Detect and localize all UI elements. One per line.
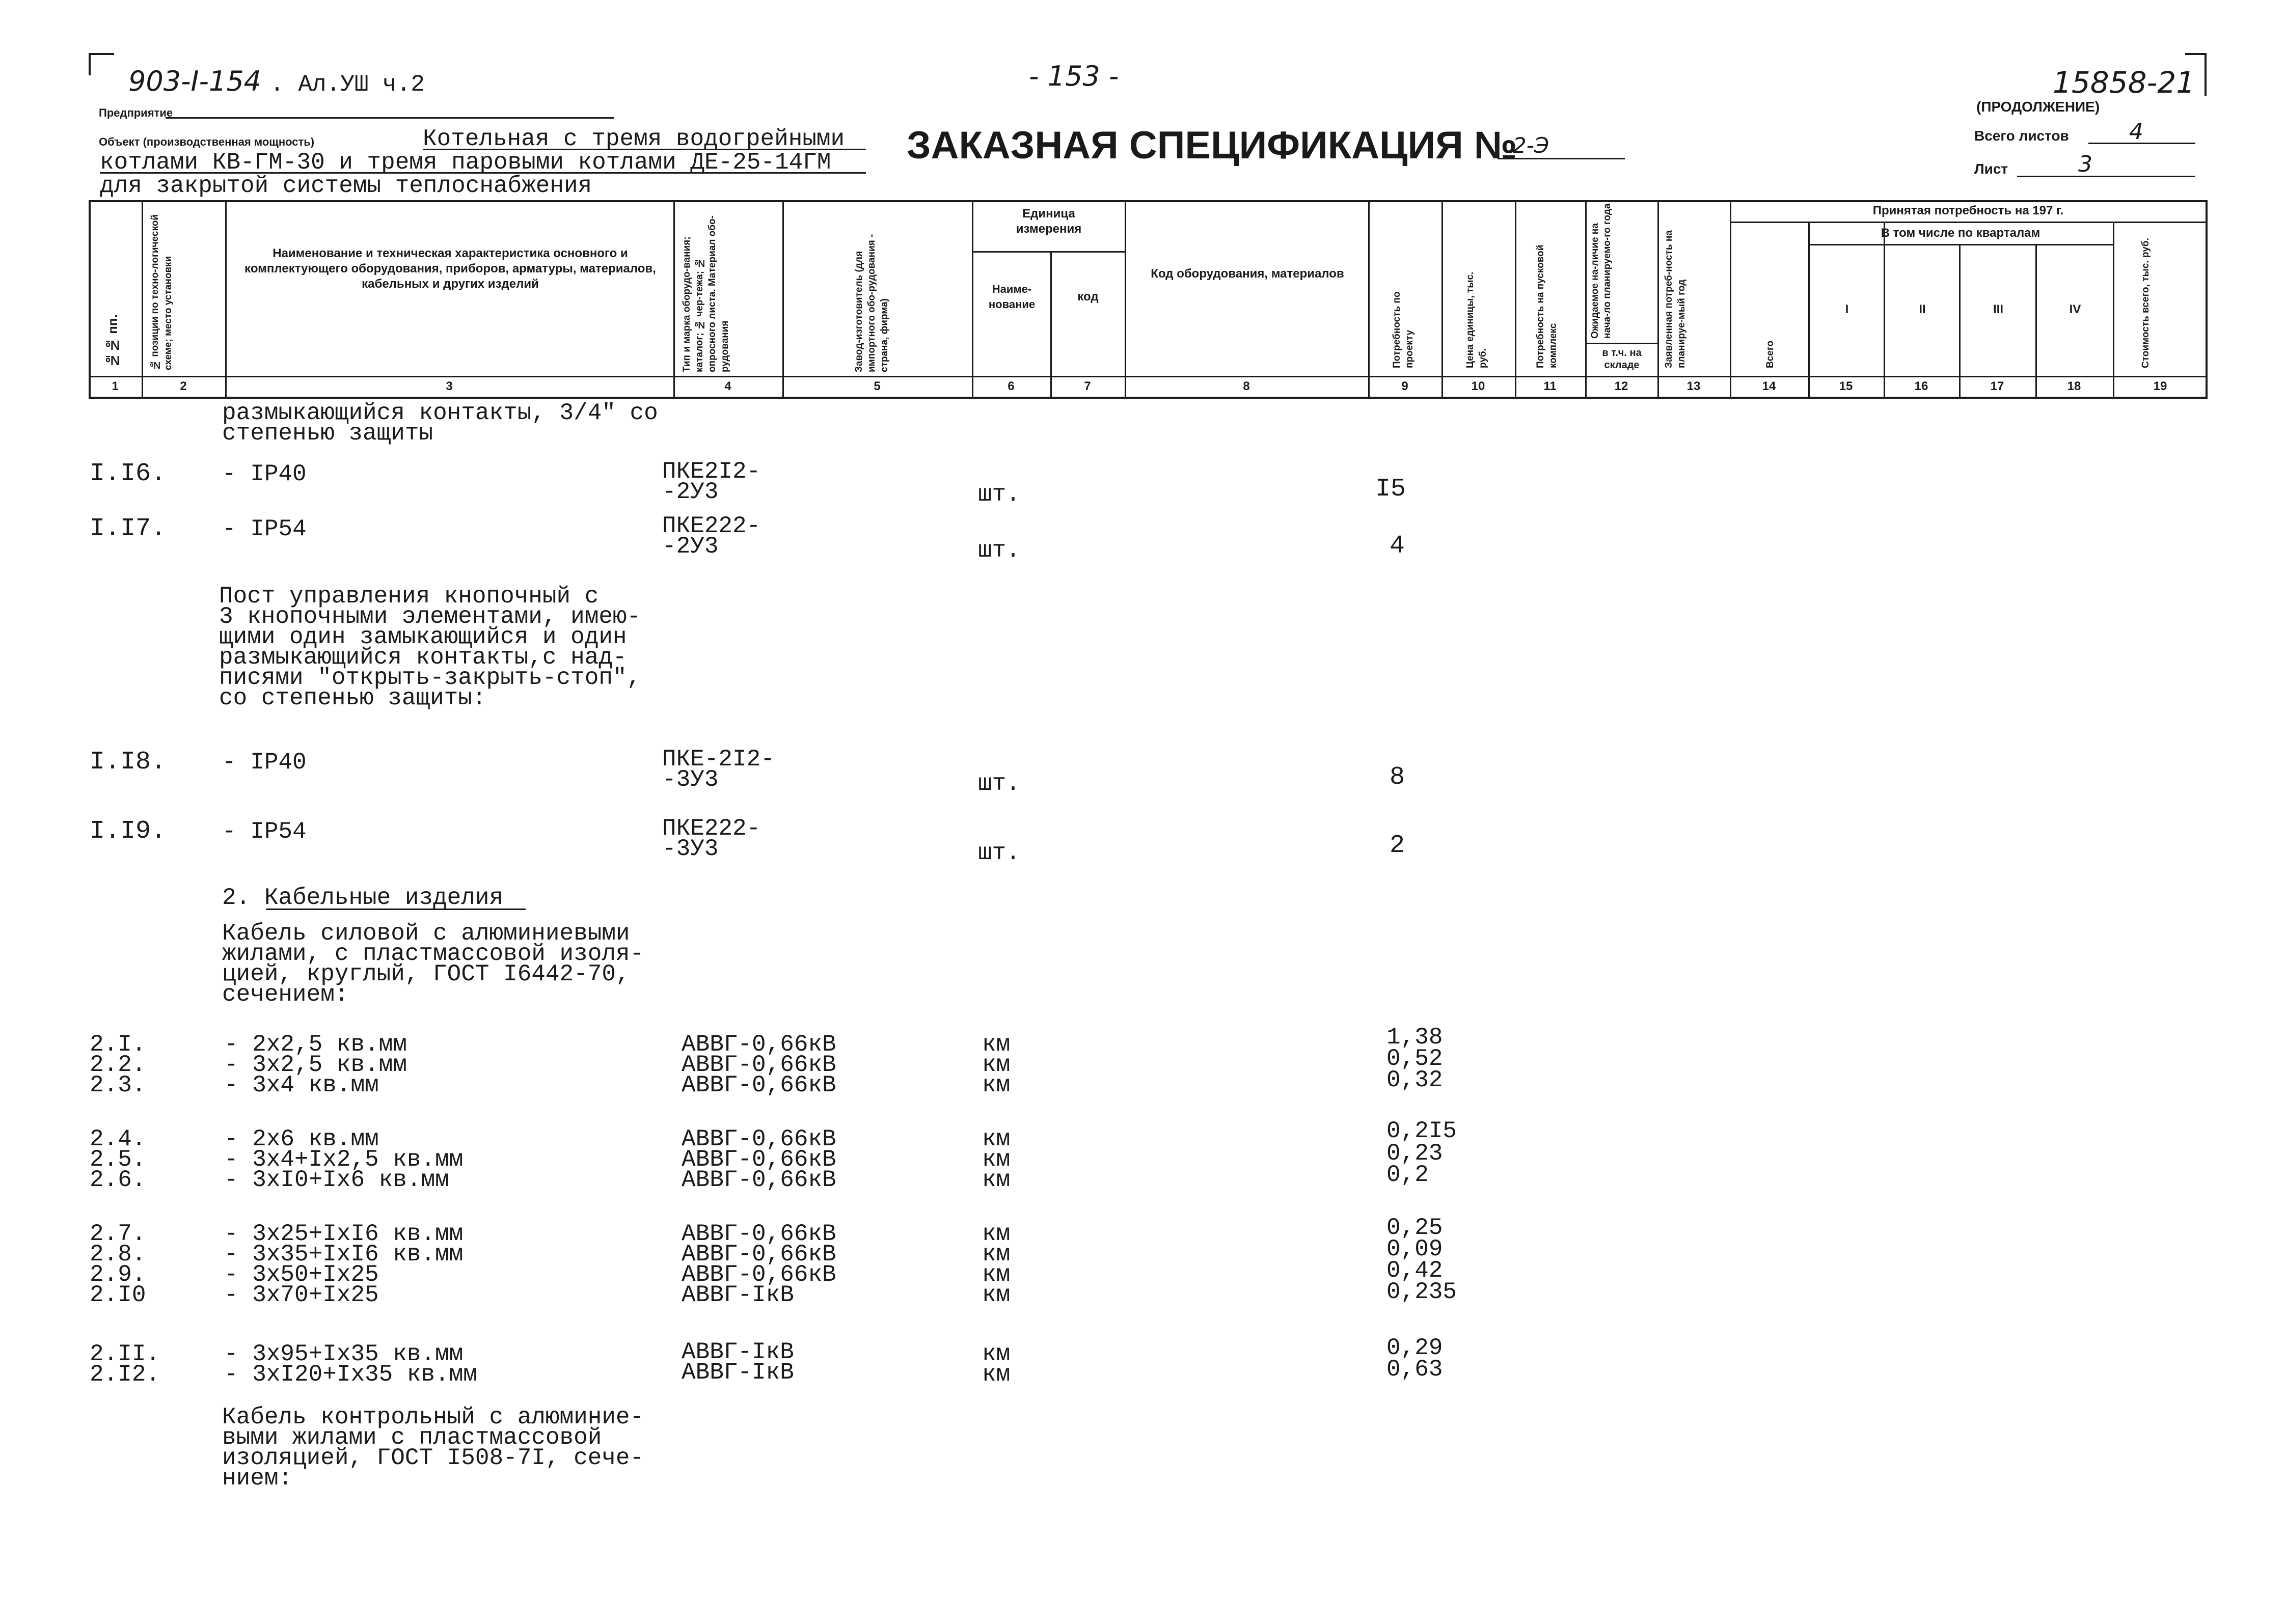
col-number: 9 [1401,379,1408,393]
cable-row-number: 2.4. [90,1126,146,1152]
divider-9 [1441,200,1443,399]
cable-row-name: - 3x95+Ix35 кв.мм [224,1341,464,1367]
divider-2 [225,200,227,399]
divider-12 [1657,200,1659,399]
q2-header: II [1919,302,1926,316]
cable-row-unit: км [982,1221,1011,1247]
col4-header: Тип и марка оборудо-вания; каталог; № чер-тежа; № опросного листа. Материал обо-рудования [682,215,730,372]
row-unit: шт. [978,770,1020,797]
col-number: 3 [446,379,453,393]
divider-11 [1585,200,1587,399]
col12b-header: в т.ч. на складе [1602,347,1642,371]
object-label: Объект (производственная мощность) [99,135,315,148]
row-number: I.I7. [90,514,167,543]
control-cable-line-3: изоляцией, ГОСТ I508-7I, сече- [222,1445,644,1471]
cable-desc-line-3: цией, круглый, ГОСТ I6442-70, [222,961,630,987]
cable-row-type: АВВГ-0,66кВ [682,1052,836,1078]
cable-row-name: - 3x4+Ix2,5 кв.мм [224,1146,464,1173]
cable-row-type: АВВГ-0,66кВ [682,1031,836,1058]
q4-header: IV [2069,302,2081,316]
control-cable-line-1: Кабель контрольный с алюминие- [222,1404,644,1430]
cable-row-type: АВВГ-IкВ [682,1282,794,1308]
row-type: ПКЕ222- [662,815,761,842]
cable-row-name: - 2x2,5 кв.мм [224,1031,407,1058]
row-type: ПКЕ222- [662,513,761,539]
divider-10 [1515,200,1516,399]
col-number: 4 [724,379,731,393]
page-number: - 153 - [1029,60,1119,92]
cable-row-name: - 3xI0+Ix6 кв.мм [224,1167,449,1193]
cable-row-name: - 3x50+Ix25 [224,1261,379,1288]
col-number: 10 [1471,379,1485,393]
hline-units [972,251,1125,253]
cable-row-qty: 0,25 [1386,1215,1443,1241]
cable-row-unit: км [982,1282,1011,1308]
enterprise-underline [166,117,614,119]
control-cable-line-2: выми жилами с пластмассовой [222,1424,602,1451]
row-qty: I5 [1375,475,1406,504]
cable-row-unit: км [982,1261,1011,1288]
divider-17 [2035,244,2037,399]
spec-title: ЗАКАЗНАЯ СПЕЦИФИКАЦИЯ № [907,124,1517,167]
cable-row-number: 2.9. [90,1261,146,1288]
sheet-value: 3 [2078,151,2092,177]
section-heading: 2. Кабельные изделия [222,885,504,911]
cable-row-type: АВВГ-0,66кВ [682,1072,836,1098]
col10-header: Цена единицы, тыс. руб. [1465,271,1488,368]
cable-desc-line-4: сечением: [222,981,349,1008]
col-number: 6 [1008,379,1015,393]
divider-8 [1368,200,1370,399]
cable-row-type: АВВГ-0,66кВ [682,1261,836,1288]
cable-row-name: - 3x2,5 кв.мм [224,1052,407,1078]
divider-1 [142,200,143,399]
cable-row-name: - 2x6 кв.мм [224,1126,379,1152]
sheet-underline [2017,176,2195,177]
divider-16 [1959,244,1961,399]
divider-3 [673,200,675,399]
cable-row-name: - 3x25+IxI6 кв.мм [224,1221,464,1247]
col-number: 2 [180,379,187,393]
cable-row-unit: км [982,1031,1011,1058]
row-type: -3У3 [662,766,719,793]
unit-group-header: Единица измерения [1016,207,1082,236]
col5-header: Завод-изготовитель (для импортного обо-рудования - страна, фирма) [854,234,890,372]
control-cable-line-4: нием: [222,1465,293,1492]
col8-header: Код оборудования, материалов [1151,267,1344,281]
post-desc-line-2: 3 кнопочными элементами, имею- [219,603,641,630]
section-heading-underline [266,909,526,910]
corner-mark-left [89,53,114,75]
cable-row-unit: км [982,1167,1011,1193]
cable-row-qty: 0,63 [1386,1356,1443,1383]
cable-row-type: АВВГ-0,66кВ [682,1126,836,1152]
col7-header: код [1077,290,1099,304]
cable-row-name: - 3x70+Ix25 [224,1282,379,1308]
hline-accepted [1730,222,2208,223]
col-number: 19 [2153,379,2167,393]
object-underline-2 [100,172,866,174]
col11-header: Потребность на пусковой комплекс [1535,244,1559,368]
doc-code: 903-I-154 . Ал.УШ ч.2 [128,65,425,98]
row-number: I.I8. [90,748,167,777]
cable-row-unit: км [982,1052,1011,1078]
corner-mark-right [2185,53,2207,96]
sheet-label: Лист [1974,161,2008,177]
col-number: 17 [1990,379,2004,393]
col-number: 14 [1762,379,1776,393]
post-desc-line-3: щими один замыкающийся и один [219,624,627,650]
row-name: - IP40 [222,749,307,776]
cable-row-qty: 0,29 [1386,1335,1443,1361]
row-qty: 4 [1390,532,1405,561]
row-unit: шт. [978,481,1020,508]
col1-header: №№ пп. [105,314,120,368]
cable-row-number: 2.8. [90,1241,146,1268]
cable-row-type: АВВГ-IкВ [682,1339,794,1365]
row-number: I.I6. [90,459,167,488]
cable-row-name: - 3x35+IxI6 кв.мм [224,1241,464,1268]
col-number: 1 [112,379,119,393]
divider-6 [1050,251,1052,399]
divider-5 [972,200,973,399]
divider-14 [1808,222,1810,399]
spec-number-underline [1498,158,1625,159]
cable-row-qty: 0,42 [1386,1257,1443,1284]
cable-row-unit: км [982,1361,1011,1388]
object-line-1: Котельная с тремя водогрейными [423,126,845,152]
hline-col12 [1585,343,1657,344]
cable-row-qty: 0,2I5 [1386,1118,1457,1144]
cable-row-qty: 1,38 [1386,1024,1443,1051]
hline-quarters [1808,244,2113,245]
row-qty: 8 [1390,763,1405,792]
intro-line-1: размыкающийся контакты, 3/4" со [222,400,658,426]
col19-header: Стоимость всего, тыс. руб. [2140,238,2151,368]
doc-id: 15858-21 [2053,65,2195,100]
q3-header: III [1993,302,2003,316]
cable-row-type: АВВГ-0,66кВ [682,1221,836,1247]
cable-row-qty: 0,32 [1386,1067,1443,1093]
col13-header: Заявленная потреб-ность на планируе-мый год [1664,230,1687,368]
quarters-group-header: В том числе по кварталам [1881,226,2040,240]
cable-row-number: 2.3. [90,1072,146,1098]
divider-18 [2113,222,2114,399]
row-name: - IP54 [222,818,307,845]
col2-header: № позиции по техно-логической схеме; место установки [150,214,174,370]
col-number: 7 [1084,379,1091,393]
cable-row-qty: 0,09 [1386,1236,1443,1262]
total-sheets-label: Всего листов [1974,128,2069,144]
post-desc-line-5: писями "открыть-закрыть-стоп", [219,665,641,691]
row-type: ПКЕ2I2- [662,458,761,485]
cable-desc-line-2: жилами, с пластмассовой изоля- [222,941,644,967]
divider-13 [1730,200,1731,399]
col12a-header: Ожидаемое на-личие на нача-ло планируемо-го года [1590,203,1613,339]
cable-row-number: 2.2. [90,1052,146,1078]
table-header [89,200,2208,399]
q1-header: I [1845,302,1849,316]
cable-row-unit: км [982,1146,1011,1173]
row-qty: 2 [1390,831,1405,860]
col-number: 8 [1243,379,1250,393]
spec-number: 2-Э [1513,133,1549,158]
col-number: 18 [2067,379,2081,393]
cable-row-unit: км [982,1072,1011,1098]
divider-15 [1884,222,1885,399]
cable-row-number: 2.7. [90,1221,146,1247]
intro-line-2: степенью защиты [222,420,433,447]
cable-row-qty: 0,52 [1386,1045,1443,1072]
row-type: -2У3 [662,479,719,505]
continuation-note: (ПРОДОЛЖЕНИЕ) [1976,99,2100,115]
row-type: -3У3 [662,836,719,862]
enterprise-label: Предприятие [99,106,173,119]
object-line-2: котлами КВ-ГМ-30 и тремя паровыми котлами ДЕ-25-14ГМ [100,149,831,176]
post-desc-line-1: Пост управления кнопочный с [219,583,599,610]
col9-header: Потребность по проекту [1392,291,1415,368]
cable-row-qty: 0,2 [1386,1162,1429,1188]
col14-header: Всего [1765,340,1776,368]
cable-row-type: АВВГ-0,66кВ [682,1167,836,1193]
cable-row-number: 2.I. [90,1031,146,1058]
cable-row-unit: км [982,1126,1011,1152]
cable-row-type: АВВГ-IкВ [682,1359,794,1386]
divider-4 [782,200,784,399]
cable-row-number: 2.II. [90,1341,160,1367]
object-underline-1 [423,149,866,150]
col-number: 5 [874,379,881,393]
col3-header: Наименование и техническая характеристика основного и комплектующего оборудования, приборов, арматуры, материалов, кабельных и других изделий [244,246,656,291]
col-number: 13 [1686,379,1701,393]
cable-row-number: 2.6. [90,1167,146,1193]
col6-header: Наиме-нование [988,283,1036,311]
cable-desc-line-1: Кабель силовой с алюминиевыми [222,920,630,947]
post-desc-line-4: размыкающийся контакты,с над- [219,644,627,671]
cable-row-unit: км [982,1241,1011,1268]
divider-7 [1125,200,1126,399]
col-number: 11 [1543,379,1557,393]
cable-row-number: 2.5. [90,1146,146,1173]
row-unit: шт. [978,537,1020,564]
row-type: -2У3 [662,533,719,560]
row-name: - IP40 [222,461,307,487]
col-number: 16 [1914,379,1928,393]
row-type: ПКЕ-2I2- [662,746,775,773]
cable-row-qty: 0,235 [1386,1279,1457,1305]
total-sheets-underline [2088,143,2195,144]
cable-row-number: 2.I2. [90,1361,160,1388]
cable-row-unit: км [982,1341,1011,1367]
cable-row-name: - 3xI20+Ix35 кв.мм [224,1361,477,1388]
row-unit: шт. [978,840,1020,866]
accepted-group-header: Принятая потребность на 197 г. [1872,204,2064,217]
object-line-3: для закрытой системы теплоснабжения [100,173,592,199]
row-name: - IP54 [222,516,307,542]
total-sheets-value: 4 [2129,119,2143,145]
cable-row-name: - 3x4 кв.мм [224,1072,379,1098]
cable-row-qty: 0,23 [1386,1140,1443,1167]
col-number: 15 [1839,379,1853,393]
col-number: 12 [1614,379,1628,393]
cable-row-type: АВВГ-0,66кВ [682,1241,836,1268]
post-desc-line-6: со степенью защиты: [219,685,486,711]
cable-row-type: АВВГ-0,66кВ [682,1146,836,1173]
cable-row-number: 2.I0 [90,1282,146,1308]
row-number: I.I9. [90,817,167,846]
